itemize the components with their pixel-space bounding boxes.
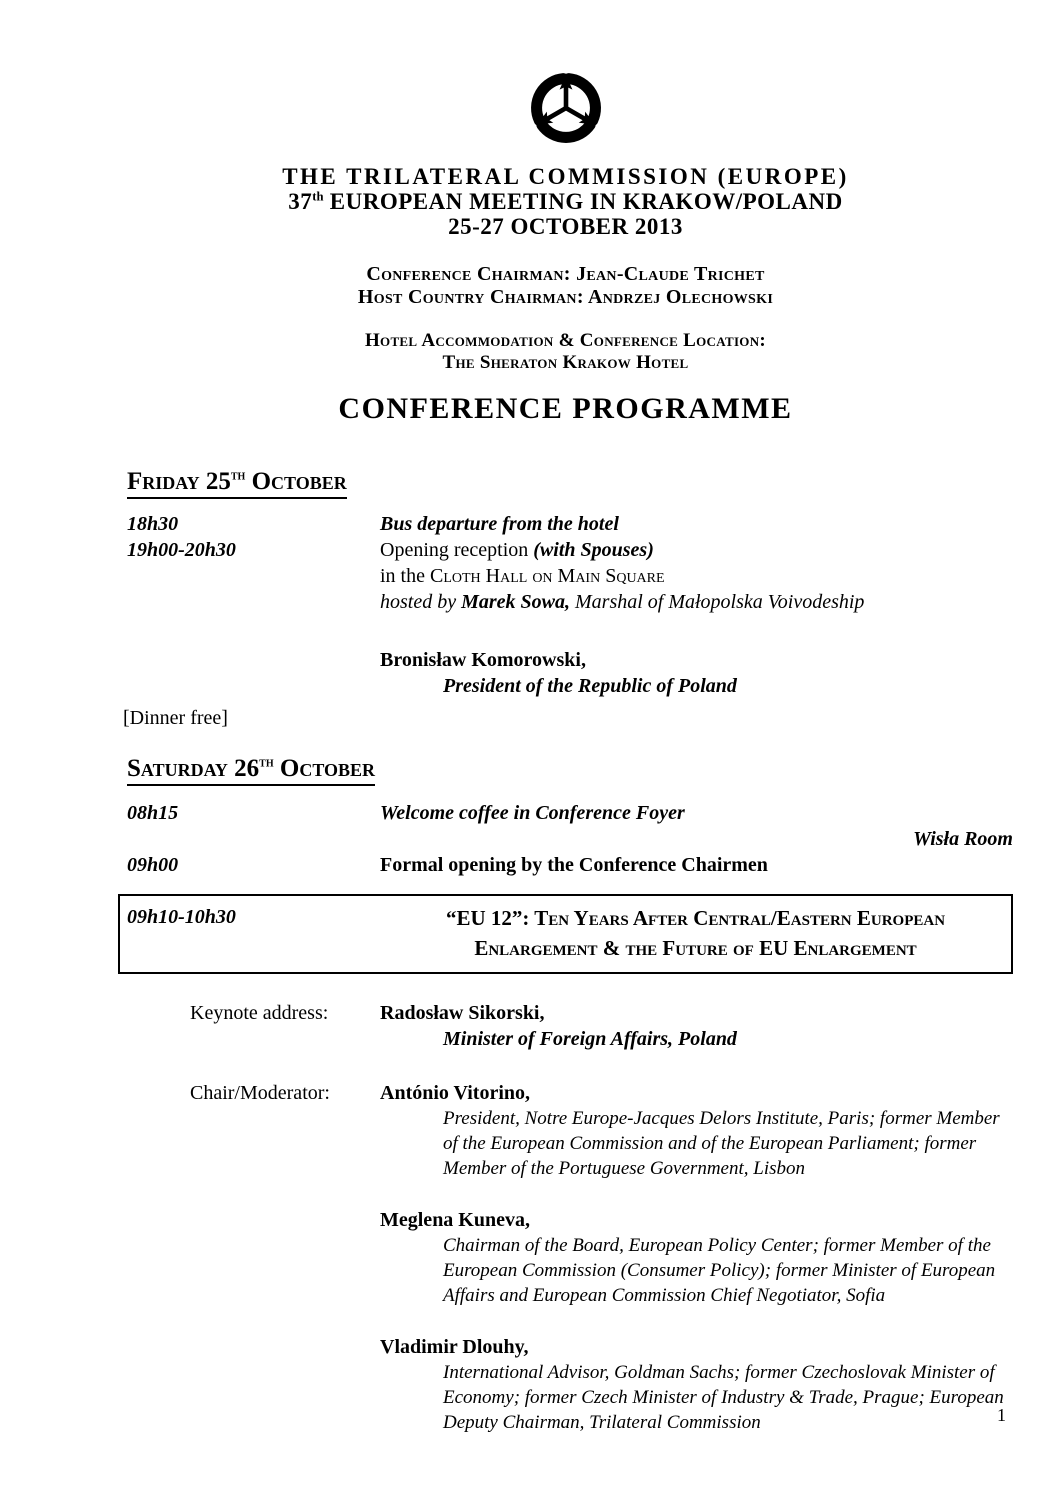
moderator-name: Meglena Kuneva, — [380, 1209, 530, 1231]
event-text: Bus departure from the hotel — [380, 513, 619, 535]
reception-spouses-note: (with Spouses) — [533, 539, 654, 561]
event-text: Formal opening by the Conference Chairmen — [380, 854, 768, 876]
session-time: 09h10-10h30 — [127, 906, 236, 928]
hotel-location-line2: The Sheraton Krakow Hotel — [442, 352, 689, 373]
schedule-row-reception — [118, 537, 1013, 615]
session-title: “EU 12”: Ten Years After Central/Eastern European Enlargement & the Future of EU Enlargement — [445, 906, 946, 960]
saturday-heading-sup: th — [259, 754, 274, 770]
keynote-speaker-role: Minister of Foreign Affairs, Poland — [443, 1028, 737, 1050]
moderator-row-3 — [118, 1334, 1013, 1435]
reception-line2 — [380, 563, 1013, 589]
hotel-location-line1: Hotel Accommodation & Conference Location: — [364, 330, 767, 351]
moderator-block-3 — [380, 1334, 1013, 1435]
meeting-dates: 25-27 OCTOBER 2013 — [448, 214, 683, 239]
room-label: Wisła Room — [913, 828, 1013, 850]
event-text-block — [380, 537, 1013, 615]
meeting-title-rest: EUROPEAN MEETING IN KRAKOW/POLAND — [323, 189, 843, 214]
schedule-row-bus — [118, 511, 1013, 537]
meeting-number: 37 — [288, 189, 313, 214]
saturday-heading-rest: October — [273, 755, 376, 782]
moderator-bio: President, Notre Europe-Jacques Delors Institute, Paris; former Member of the European Commission and of the European Parliament; former Member of the Portuguese Government, Lisbon — [443, 1108, 1000, 1179]
event-time: 08h15 — [127, 802, 179, 824]
event-time: 09h00 — [127, 854, 179, 876]
conference-chairman-line: Conference Chairman: Jean-Claude Trichet — [366, 263, 765, 285]
hotel-location-block — [118, 330, 1013, 374]
moderator-bio: Chairman of the Board, European Policy Center; former Member of the European Commission (Consumer Policy); former Minister of European Affairs and European Commission Chief Negotiator, Sofia — [443, 1235, 996, 1306]
keynote-speaker-name: Radosław Sikorski, — [380, 1002, 545, 1024]
reception-host-title: Marshal of Małopolska Voivodeship — [570, 591, 865, 613]
reception-host-prefix: hosted by — [380, 591, 462, 613]
reception-host-name: Marek Sowa, — [461, 591, 570, 613]
guest-text-block — [380, 647, 1013, 699]
moderator-bio: International Advisor, Goldman Sachs; former Czechoslovak Minister of Economy; former Czech Minister of Industry & Trade, Prague; European Deputy Chairman, Trilateral Commission — [443, 1362, 1004, 1433]
keynote-speaker-block — [380, 1000, 1013, 1052]
moderator-block-1 — [380, 1080, 1013, 1181]
guest-name: Bronisław Komorowski, — [380, 649, 586, 671]
reception-line2-prefix: in the — [380, 565, 430, 587]
trilateral-logo-icon — [520, 62, 612, 154]
reception-venue: Cloth Hall on Main Square — [430, 565, 665, 587]
organization-name: THE TRILATERAL COMMISSION (EUROPE) — [282, 164, 849, 189]
event-text: Welcome coffee in Conference Foyer — [380, 802, 685, 824]
saturday-section-heading-wrap — [118, 755, 1013, 786]
moderator-name: António Vitorino, — [380, 1082, 531, 1104]
reception-line1 — [380, 537, 1013, 563]
programme-title: CONFERENCE PROGRAMME — [338, 392, 793, 425]
saturday-heading — [127, 755, 375, 786]
honored-guest-block — [118, 647, 1013, 699]
friday-heading-sup: th — [230, 467, 246, 483]
empty-label-cell — [118, 1207, 380, 1308]
header-title-block — [118, 164, 1013, 239]
dinner-note: [Dinner free] — [123, 707, 228, 729]
friday-heading-rest: October — [245, 468, 347, 495]
guest-title: President of the Republic of Poland — [443, 675, 737, 697]
event-time: 19h00-20h30 — [127, 539, 236, 561]
keynote-row — [118, 1000, 1013, 1052]
chair-label: Chair/Moderator: — [190, 1082, 330, 1104]
schedule-row-coffee — [118, 800, 1013, 826]
page-number: 1 — [997, 1405, 1006, 1425]
chairmen-block — [118, 263, 1013, 309]
moderator-row-2 — [118, 1207, 1013, 1308]
session-box — [118, 894, 1013, 974]
friday-section-heading-wrap — [118, 468, 1013, 499]
friday-heading-main: Friday 25 — [127, 468, 231, 495]
friday-heading — [127, 468, 347, 499]
event-time: 18h30 — [127, 513, 179, 535]
meeting-title — [118, 189, 1013, 214]
reception-line1-text: Opening reception — [380, 539, 534, 561]
empty-time-cell — [118, 647, 380, 699]
reception-line3 — [380, 589, 1013, 615]
host-chairman-line: Host Country Chairman: Andrzej Olechowski — [357, 286, 774, 308]
moderator-row-1 — [118, 1080, 1013, 1181]
keynote-label: Keynote address: — [190, 1002, 329, 1024]
empty-label-cell — [118, 1334, 380, 1435]
saturday-heading-main: Saturday 26 — [127, 755, 260, 782]
moderator-name: Vladimir Dlouhy, — [380, 1336, 529, 1358]
schedule-row-opening — [118, 852, 1013, 878]
meeting-ordinal-sup: th — [312, 189, 324, 204]
moderator-block-2 — [380, 1207, 1013, 1308]
